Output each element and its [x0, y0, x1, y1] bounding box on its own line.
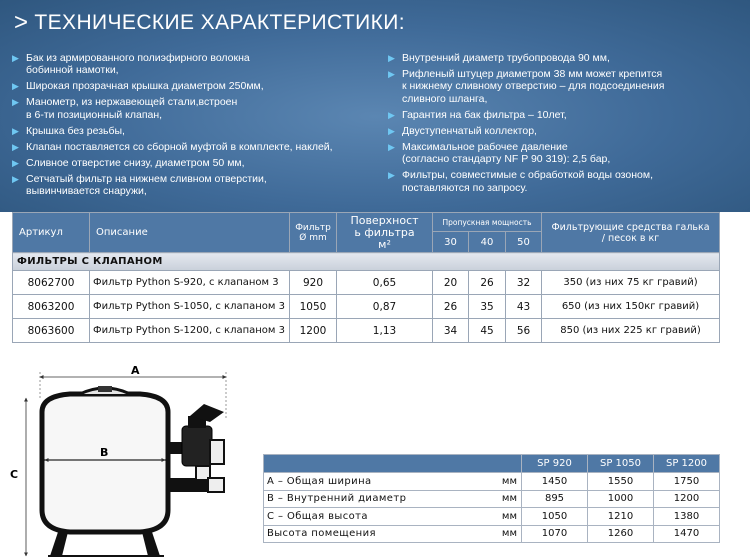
pipe-upper — [168, 442, 182, 454]
cell-surface: 0,87 — [337, 295, 433, 319]
dim-label: B – Внутренний диаметр — [264, 490, 494, 508]
spec-panel — [0, 0, 750, 212]
dimension-table — [263, 454, 720, 543]
table-row — [264, 525, 720, 543]
dim-value-sp1050: 1210 — [588, 508, 654, 526]
cell-speed-50: 56 — [506, 319, 542, 343]
features-left — [12, 52, 352, 201]
table-row — [264, 473, 720, 491]
dim-value-sp920: 1070 — [522, 525, 588, 543]
table-row — [13, 319, 720, 343]
feature-item: ▶ Крышка без резьбы, — [12, 124, 125, 137]
feature-item: ▶ Фильтры, совместимые с обработкой воды озоном, поставляются по запросу. — [388, 169, 653, 194]
dim-value-sp920: 1450 — [522, 473, 588, 491]
bullet-icon: ▶ — [388, 69, 395, 79]
cell-diameter: 1200 — [290, 319, 337, 343]
section-heading: ФИЛЬТРЫ С КЛАПАНОМ — [13, 253, 720, 271]
bullet-icon: ▶ — [12, 125, 19, 136]
cell-speed-50: 32 — [506, 271, 542, 295]
filter-drawing — [0, 360, 260, 558]
col-header-filter-media: Фильтрующие средства галька / песок в кг — [542, 213, 720, 253]
col-header-sp920: SP 920 — [522, 455, 588, 473]
features-right — [388, 52, 748, 198]
tank-body — [42, 394, 168, 532]
col-header-sp1200: SP 1200 — [654, 455, 720, 473]
cell-media: 650 (из них 150кг гравий) — [542, 295, 720, 319]
col-header-description: Описание — [90, 213, 290, 253]
feature-item: ▶ Клапан поставляется со сборной муфтой в комплекте, наклей, — [12, 140, 333, 153]
dim-value-sp1050: 1000 — [588, 490, 654, 508]
bullet-icon: ▶ — [12, 141, 19, 152]
dim-label: Высота помещения — [264, 525, 494, 543]
col-header-speed-30: 30 — [433, 232, 469, 253]
cell-speed-50: 43 — [506, 295, 542, 319]
dim-unit: мм — [494, 473, 522, 491]
col-header-sp1050: SP 1050 — [588, 455, 654, 473]
cell-description: Фильтр Python S-1050, с клапаном 3 — [90, 295, 290, 319]
col-header-surface: Поверхност ь фильтра м² — [337, 213, 433, 253]
page-title — [14, 8, 405, 38]
title-arrow: > — [14, 9, 29, 36]
bullet-icon: ▶ — [388, 125, 395, 136]
cell-speed-40: 45 — [469, 319, 506, 343]
cell-article: 8063600 — [13, 319, 90, 343]
bullet-icon: ▶ — [12, 81, 19, 92]
bullet-icon: ▶ — [388, 109, 395, 120]
bullet-icon: ▶ — [388, 141, 395, 152]
feature-item: ▶ Широкая прозрачная крышка диаметром 250мм, — [12, 80, 264, 93]
feature-item: ▶ Сетчатый фильтр на нижнем сливном отверстии, вывинчивается снаружи, — [12, 172, 267, 198]
bullet-icon: ▶ — [12, 157, 19, 168]
dim-value-sp1200: 1750 — [654, 473, 720, 491]
feature-item: ▶ Максимальное рабочее давление (согласно стандарту NF P 90 319): 2,5 бар, — [388, 140, 611, 166]
dim-value-sp1200: 1200 — [654, 490, 720, 508]
feature-item: ▶ Бак из армированного полиэфирного волокна бобинной намотки, — [12, 52, 250, 77]
label-c: C — [10, 468, 19, 481]
filter-table — [12, 212, 720, 343]
cell-speed-30: 20 — [433, 271, 469, 295]
feature-item: ▶ Внутренний диаметр трубопровода 90 мм, — [388, 52, 610, 64]
feature-item: ▶ Двуступенчатый коллектор, — [388, 124, 537, 137]
cell-diameter: 920 — [290, 271, 337, 295]
dim-unit: мм — [494, 490, 522, 508]
cell-speed-40: 35 — [469, 295, 506, 319]
col-header-speed-50: 50 — [506, 232, 542, 253]
bullet-icon: ▶ — [12, 97, 19, 108]
table-row — [13, 271, 720, 295]
label-a: A — [131, 364, 140, 377]
cell-speed-30: 26 — [433, 295, 469, 319]
dim-label: A – Общая ширина — [264, 473, 494, 491]
label-b: B — [100, 446, 109, 459]
bullet-icon: ▶ — [12, 173, 19, 184]
cell-media: 850 (из них 225 кг гравий) — [542, 319, 720, 343]
cell-description: Фильтр Python S-920, с клапаном 3 — [90, 271, 290, 295]
dim-value-sp920: 895 — [522, 490, 588, 508]
dim-value-sp920: 1050 — [522, 508, 588, 526]
cell-article: 8063200 — [13, 295, 90, 319]
feature-item: ▶ Гарантия на бак фильтра – 10лет, — [388, 108, 567, 121]
bullet-icon: ▶ — [12, 53, 19, 63]
dim-label: C – Общая высота — [264, 508, 494, 526]
dim-value-sp1200: 1380 — [654, 508, 720, 526]
cell-speed-30: 34 — [433, 319, 469, 343]
col-header-flow-rate: Пропускная мощность — [433, 213, 542, 232]
title-text: ТЕХНИЧЕСКИЕ ХАРАКТЕРИСТИКИ: — [34, 11, 406, 34]
col-header-filter-diameter: Фильтр Ø mm — [290, 213, 337, 253]
table-row — [13, 295, 720, 319]
feature-item: ▶ Рифленый штуцер диаметром 38 мм может крепится к нижнему сливному отверстию – для подсоединения сливного шланга, — [388, 68, 665, 105]
cell-surface: 0,65 — [337, 271, 433, 295]
dim-unit: мм — [494, 525, 522, 543]
valve-body — [182, 426, 212, 466]
dim-value-sp1050: 1260 — [588, 525, 654, 543]
feature-item: ▶ Сливное отверстие снизу, диаметром 50 мм, — [12, 156, 245, 169]
cell-surface: 1,13 — [337, 319, 433, 343]
table-row — [264, 490, 720, 508]
table-row — [264, 508, 720, 526]
cell-speed-40: 26 — [469, 271, 506, 295]
cell-description: Фильтр Python S-1200, с клапаном 3 — [90, 319, 290, 343]
bullet-icon: ▶ — [388, 53, 395, 63]
dim-unit: мм — [494, 508, 522, 526]
dim-value-sp1050: 1550 — [588, 473, 654, 491]
bullet-icon: ▶ — [388, 170, 395, 181]
dim-value-sp1200: 1470 — [654, 525, 720, 543]
feature-item: ▶ Манометр, из нержавеющей стали,встроен в 6-ти позиционный клапан, — [12, 96, 238, 121]
cell-media: 350 (из них 75 кг гравий) — [542, 271, 720, 295]
cell-article: 8062700 — [13, 271, 90, 295]
col-header-article: Артикул — [13, 213, 90, 253]
col-header-speed-40: 40 — [469, 232, 506, 253]
cell-diameter: 1050 — [290, 295, 337, 319]
